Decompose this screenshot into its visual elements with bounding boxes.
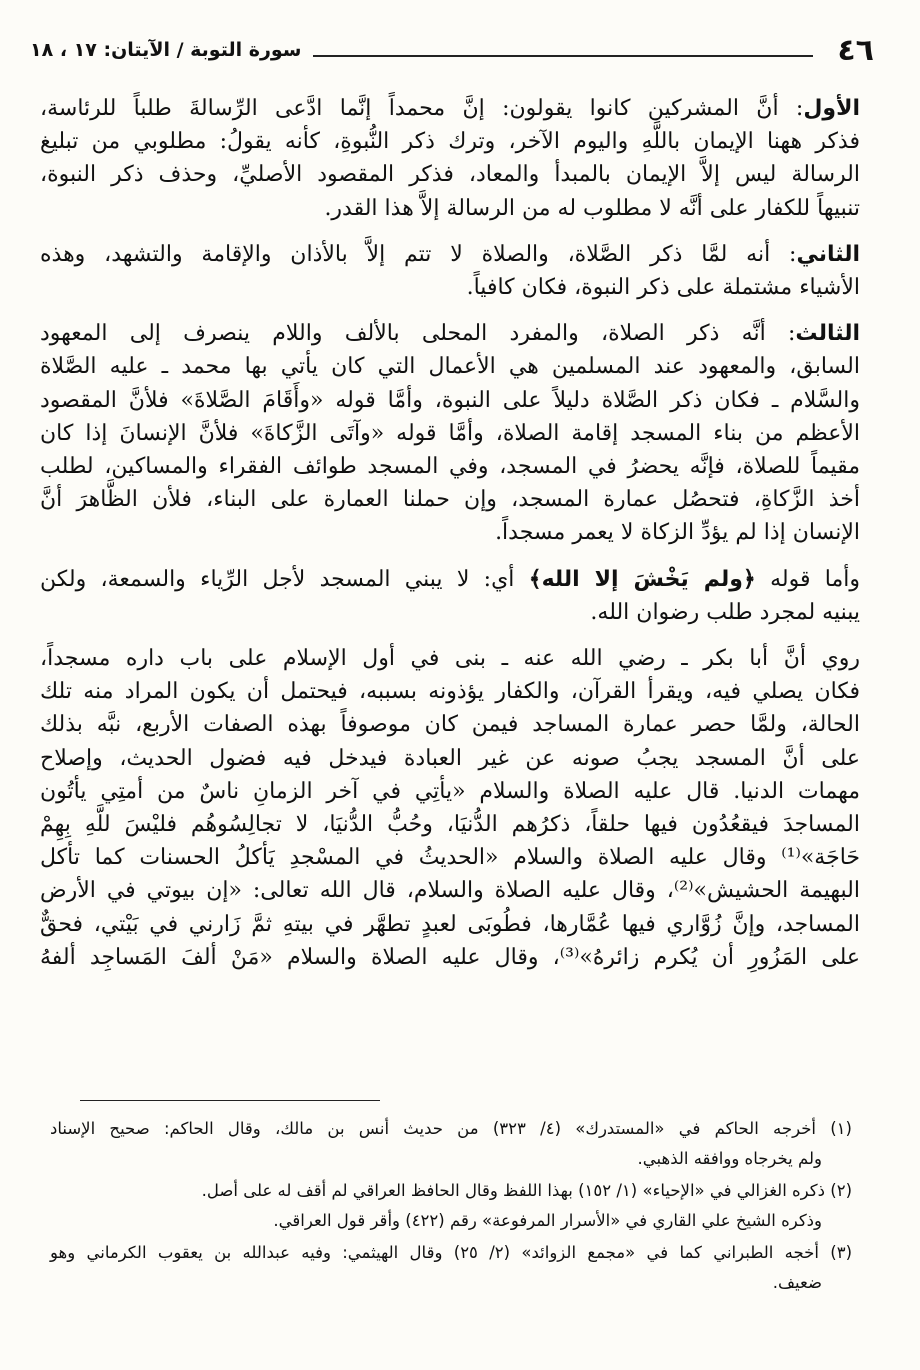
paragraph-lead: الثالث: [795, 321, 860, 347]
paragraph-third: [40, 317, 860, 549]
text-line: وأما قوله ﴿ولم يَخْشَ إلا الله﴾ أي: لا يبني المسجد لأجل الرِّياء والسمعة، ولكن: [40, 566, 860, 592]
paragraph-lead: الأول: [803, 96, 860, 121]
footnote-separator: [80, 1100, 380, 1101]
paragraph-quran-verse: [40, 563, 860, 629]
running-title: سورة التوبة / الآيتان: ١٧ ، ١٨: [30, 39, 302, 61]
footnote-2: [50, 1176, 852, 1236]
text-line: على المَزُورِ أن يُكرم زائرهُ»⁽³⁾، وقال عليه الصلاة والسلام «مَنْ ألفَ المَساجِد ألفهُ: [40, 944, 860, 970]
text-line: والسَّلام ـ فكان ذكر الصَّلاة دليلاً على النبوة، وأمَّا قوله «وأَقَامَ الصَّلاةَ» فلأنَّ المقصود: [40, 387, 860, 413]
text-line: الإنسان إذا لم يؤدِّ الزكاة لا يعمر مسجداً.: [495, 520, 860, 546]
page-number: ٤٦: [837, 32, 874, 68]
footnote-line: (٢) ذكره الغزالي في «الإحياء» (١/ ١٥٢) بهذا اللفظ وقال الحافظ العراقي لم أقف له على أصل.: [201, 1181, 852, 1200]
footnotes: [50, 1114, 852, 1300]
text-line: روي أنَّ أبا بكر ـ رضي الله عنه ـ بنى في أول الإسلام على باب داره مسجداً،: [40, 646, 860, 672]
text-line: فذكر ههنا الإيمان باللَّهِ واليوم الآخر، وترك ذكر النُّبوةِ، كأنه يقولُ: مطلوبي من تبليغ: [40, 129, 860, 155]
footnote-line: ولم يخرجاه ووافقه الذهبي.: [637, 1149, 822, 1168]
quran-quote: ﴿ولم يَخْشَ إلا الله﴾: [528, 566, 756, 592]
main-text: [40, 92, 860, 987]
text-line: حَاجَة»⁽¹⁾ وقال عليه الصلاة والسلام «الحديثُ في المسْجدِ يَأكلُ الحسنات كما تأكل: [40, 845, 860, 871]
text-line: تنبيهاً للكفار على أنَّه لا مطلوب له من الرسالة إلاَّ هذا القدر.: [324, 195, 860, 221]
text-line: يبنيه لمجرد طلب رضوان الله.: [590, 599, 860, 625]
paragraph-narration: [40, 642, 860, 974]
paragraph-second: [40, 238, 860, 304]
text-line: البهيمة الحشيش»⁽²⁾، وقال عليه الصلاة والسلام، قال الله تعالى: «إن بيوتي في الأرض: [40, 878, 860, 904]
text-line: على أنَّ المسجد يجبُ صونه عن غير العبادة فيدخل فيه فضول الحديث، وإصلاح: [40, 745, 860, 771]
text-line: السابق، والمعهود عند المسلمين هي الأعمال التي كان يأتي بها محمد ـ عليه الصَّلاة: [40, 354, 860, 380]
text-line: مهمات الدنيا. قال عليه الصلاة والسلام «يأتِي في آخر الزمانِ ناسٌ من أمتِي يأتُون: [40, 778, 860, 804]
text-line: مقيماً للصلاة، فإنَّه يحضرُ في المسجد، وفي المسجد طوائف الفقراء والمساكين، لطلب: [40, 454, 860, 480]
footnote-line: (٣) أخجه الطبراني كما في «مجمع الزوائد» (٢/ ٢٥) وقال الهيثمي: وفيه عبدالله بن يعقوب الكرماني وهو: [50, 1243, 852, 1262]
page-header: [30, 30, 874, 70]
text-line: الأول: أنَّ المشركين كانوا يقولون: إنَّ محمداً إنَّما ادَّعى الرِّسالةَ طلباً للرئاسة،: [40, 96, 860, 121]
text-line: المساجدَ فيقعُدُون فيها حلقاً، ذكرُهم الدُّنيَا، وحُبُّ الدُّنيَا، لا تجالِسُوهُم فليْسَ للَّهِ بِهِمْ: [40, 812, 860, 838]
text-line: الرسالة ليس إلاَّ الإيمان بالمبدأ والمعاد، فذكر المقصود الأصليِّ، وحذف ذكر النبوة،: [40, 162, 860, 188]
text-line: أخذ الزَّكاةِ، فتحصُل عمارة المسجد، وإن حملنا العمارة على البناء، فلأن الظَّاهرَ أنَّ: [40, 487, 860, 513]
header-rule: [313, 55, 813, 57]
paragraph-lead: الثاني: [796, 241, 860, 267]
text-line: المساجد، وإنَّ زُوَّاري فيها عُمَّارها، فطُوبَى لعبدٍ تطهَّر في بيتهِ ثمَّ زَارني في بَيْتي، فحقٌّ: [40, 911, 860, 937]
paragraph-first: [40, 92, 860, 225]
text-line: الثالث: أنَّه ذكر الصلاة، والمفرد المحلى بالألف واللام ينصرف إلى المعهود: [40, 321, 860, 347]
footnote-line: وذكره الشيخ علي القاري في «الأسرار المرفوعة» رقم (٤٢٢) وأقر قول العراقي.: [273, 1211, 822, 1230]
text-line: الثاني: أنه لمَّا ذكر الصَّلاة، والصلاة لا تتم إلاَّ بالأذان والإقامة والتشهد، وهذه: [40, 241, 860, 267]
text-line: فكان يصلي فيه، ويقرأ القرآن، والكفار يؤذونه بسببه، فيحتمل أن يكون المراد منه تلك: [40, 679, 860, 705]
text-line: الحالة، ولمَّا حصر عمارة المساجد فيمن كان موصوفاً بهذه الصفات الأربع، نبَّه بذلك: [40, 712, 860, 738]
text-line: الأعظم من بناء المسجد إقامة الصلاة، وأمَّا قوله «وآتَى الزَّكاةَ» فلأنَّ الإنسانَ إذا كان: [40, 420, 860, 446]
footnote-line: (١) أخرجه الحاكم في «المستدرك» (٤/ ٣٢٣) من حديث أنس بن مالك، وقال الحاكم: صحيح الإسناد: [50, 1119, 852, 1138]
footnote-1: [50, 1114, 852, 1174]
footnote-3: [50, 1238, 852, 1298]
text-line: الأشياء مشتملة على ذكر النبوة، فكان كافياً.: [466, 275, 860, 301]
footnote-line: ضعيف.: [772, 1273, 822, 1292]
